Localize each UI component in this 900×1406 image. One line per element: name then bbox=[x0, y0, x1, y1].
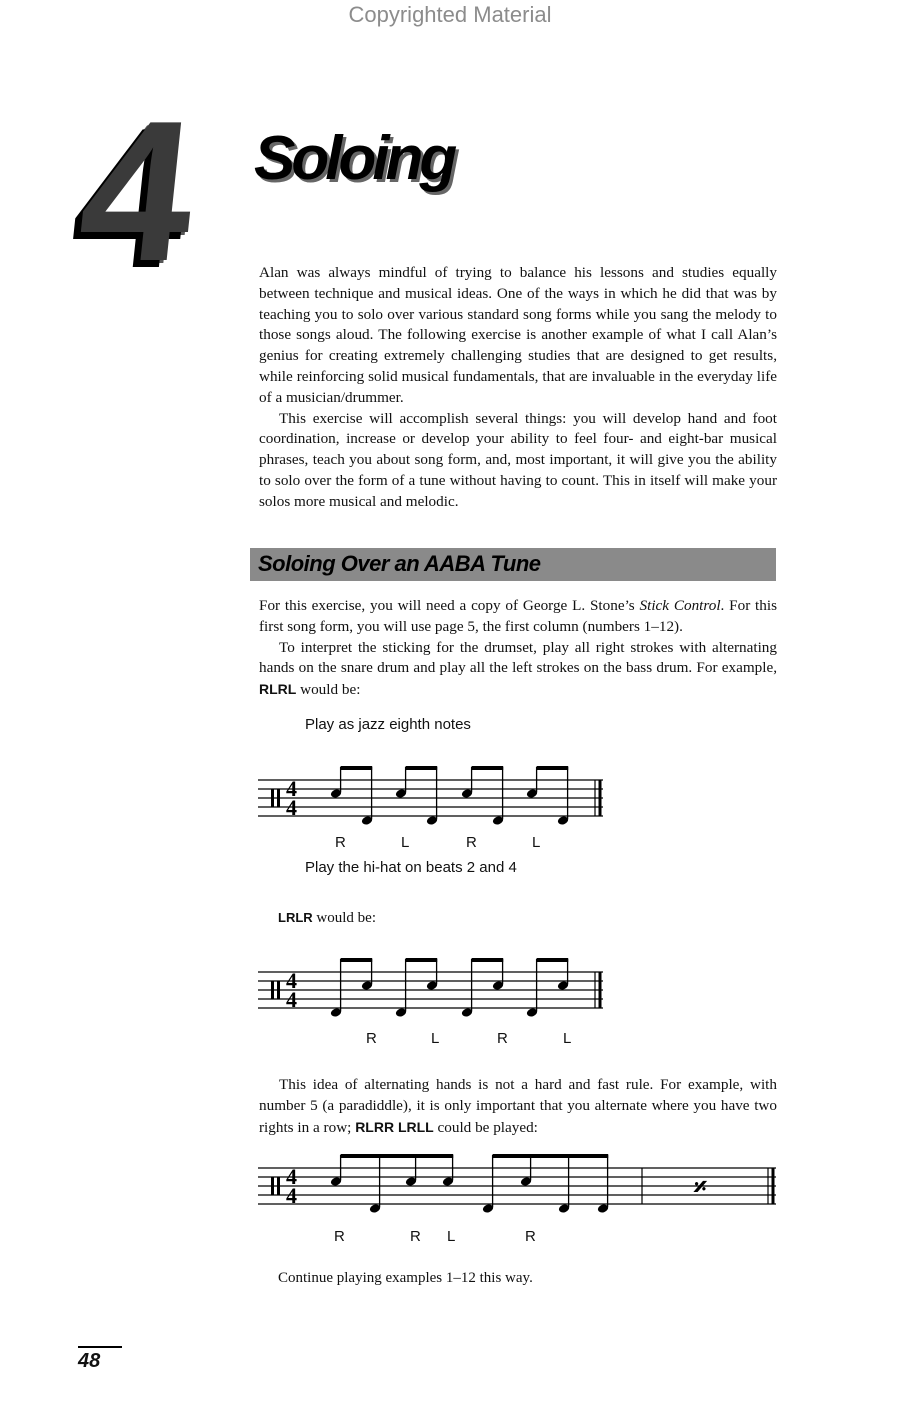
sticking-label: L bbox=[431, 1030, 440, 1047]
example2-sticking bbox=[258, 1030, 608, 1050]
example2-timesig-top: 4 bbox=[286, 968, 297, 993]
watermark: Copyrighted Material bbox=[348, 2, 552, 27]
intro-paragraph-2: This exercise will accomplish several things: you will develop hand and foot coordination, increase or develop your ability to feel four- and eight-bar musical phrases, teach you about song form, and, most important, it will give you the ability to solo over the form of a tune without having to count. This in itself will make your solos more musical and melodic. bbox=[259, 409, 777, 510]
section-heading: Soloing Over an AABA Tune bbox=[258, 551, 541, 576]
example3-sticking bbox=[258, 1228, 780, 1248]
sticking-label: L bbox=[532, 834, 541, 851]
repeat-measure-icon: 𝄎 bbox=[694, 1173, 707, 1203]
sticking-label: R bbox=[525, 1228, 536, 1245]
page-number: 48 bbox=[78, 1346, 122, 1373]
note-beam bbox=[472, 766, 504, 770]
example3-staff bbox=[258, 1148, 780, 1220]
note-beam bbox=[537, 958, 569, 962]
section-paragraph-2: To interpret the sticking for the drumset, play all right strokes with alternating hands on the snare drum and play all the left strokes on the bass drum. For example, RLRL would be: bbox=[259, 638, 777, 699]
intro-text bbox=[259, 263, 777, 513]
note-beam bbox=[341, 1154, 454, 1158]
intro-paragraph-1: Alan was always mindful of trying to balance his lessons and studies equally between technique and musical ideas. One of the ways in which he did that was by teaching you to solo over various standard song forms while you sang the melody to those songs aloud. The following exercise is another example of what I call Alan’s genius for creating extremely challenging studies that are designed to get results, while reinforcing solid musical fundamentals, that are invaluable in the everyday life of a musician/drummer. bbox=[259, 264, 777, 406]
note-beam bbox=[537, 766, 569, 770]
example2-timesig-bottom: 4 bbox=[286, 987, 297, 1012]
sticking-label: R bbox=[497, 1030, 508, 1047]
book-title: Stick Control bbox=[639, 597, 721, 614]
sticking-label: L bbox=[563, 1030, 572, 1047]
sticking-label: R bbox=[410, 1228, 421, 1245]
chapter-title: Soloing bbox=[254, 124, 454, 193]
example1-timesig-bottom: 4 bbox=[286, 795, 297, 820]
example1-caption-top: Play as jazz eighth notes bbox=[305, 716, 471, 733]
paragraph-3: This idea of alternating hands is not a hard and fast rule. For example, with number 5 (a paradiddle), it is only important that you alternate where you have two rights in a row; RLRR LRLL could be played: bbox=[259, 1076, 777, 1136]
section-heading-bar bbox=[250, 548, 776, 581]
example1-sticking bbox=[258, 834, 608, 854]
sticking-label: L bbox=[401, 834, 410, 851]
note-beam bbox=[406, 766, 438, 770]
sticking-label: R bbox=[466, 834, 477, 851]
example1-caption-bottom: Play the hi-hat on beats 2 and 4 bbox=[305, 859, 517, 876]
example2-label: LRLR would be: bbox=[278, 910, 376, 926]
sticking-label: R bbox=[334, 1228, 345, 1245]
note-beam bbox=[406, 958, 438, 962]
example2-staff bbox=[258, 952, 608, 1024]
section-text bbox=[259, 596, 777, 701]
note-beam bbox=[341, 766, 373, 770]
sticking-label: L bbox=[447, 1228, 456, 1245]
note-beam bbox=[341, 958, 373, 962]
sticking-label: R bbox=[366, 1030, 377, 1047]
sticking-label: R bbox=[335, 834, 346, 851]
note-beam bbox=[493, 1154, 609, 1158]
example3-timesig-top: 4 bbox=[286, 1164, 297, 1189]
example1-staff bbox=[258, 760, 608, 832]
closing-text: Continue playing examples 1–12 this way. bbox=[278, 1270, 533, 1286]
example1-timesig-top: 4 bbox=[286, 776, 297, 801]
note-beam bbox=[472, 958, 504, 962]
chapter-number: 4 bbox=[70, 80, 200, 303]
example3-timesig-bottom: 4 bbox=[286, 1183, 297, 1208]
section-paragraph-1: For this exercise, you will need a copy of George L. Stone’s Stick Control. For this first song form, you will use page 5, the first column (numbers 1–12). bbox=[259, 597, 778, 635]
